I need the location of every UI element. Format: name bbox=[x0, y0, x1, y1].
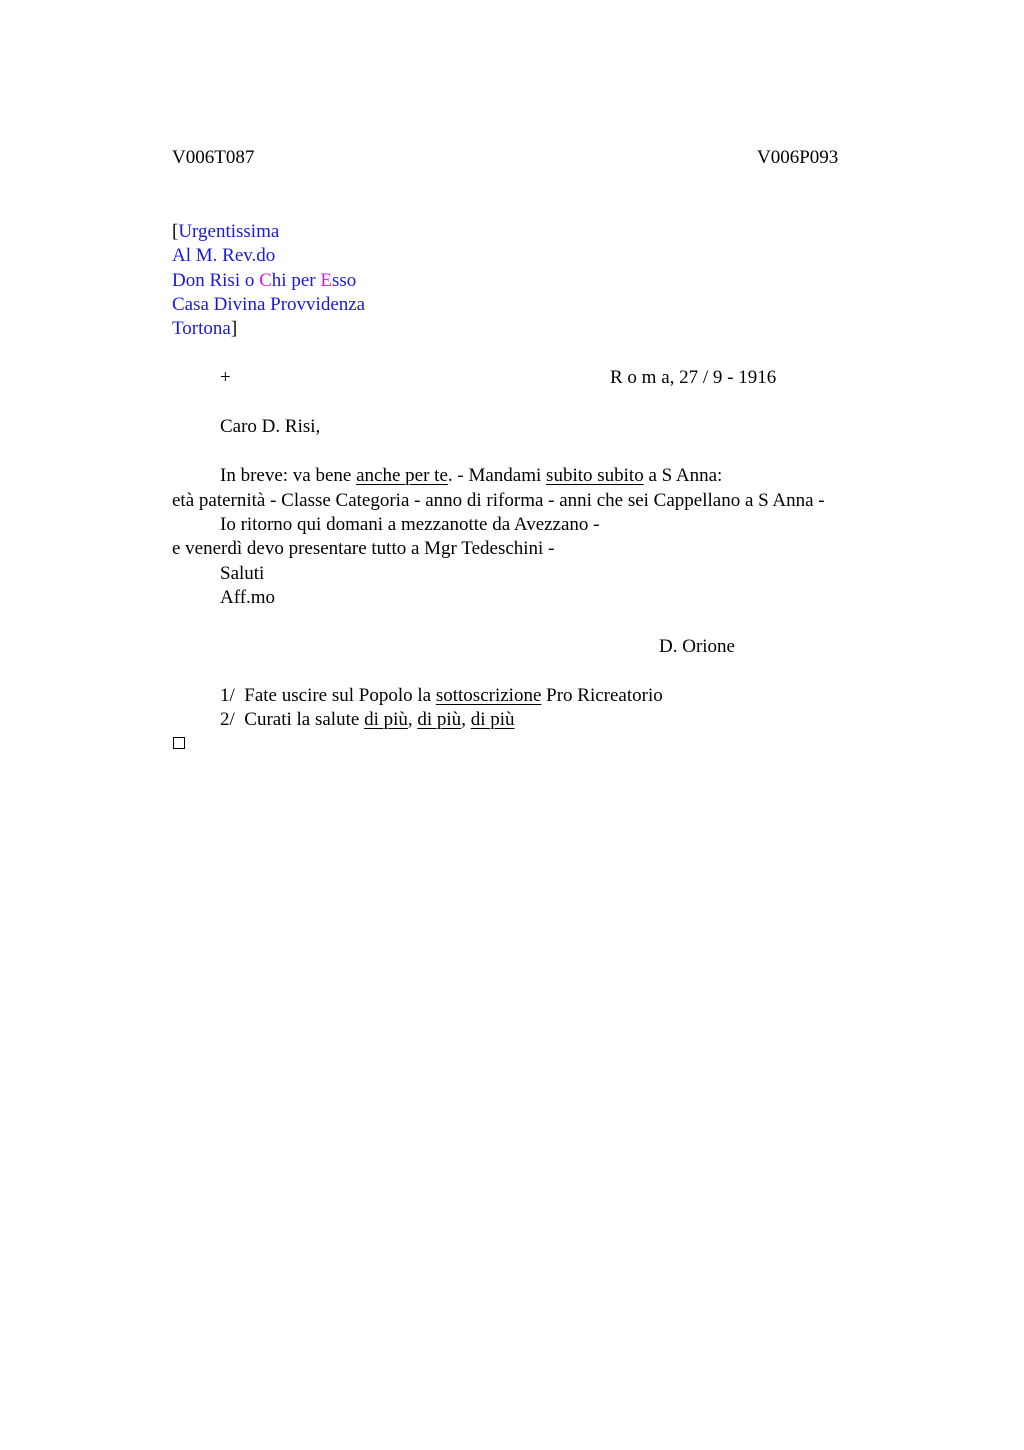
closing-affmo: Aff.mo bbox=[220, 587, 276, 608]
body-line-1-part-b: . - Mandami bbox=[447, 465, 547, 486]
separator-1: , bbox=[407, 709, 418, 730]
postscript-item-1-part-b: Pro Ricreatorio bbox=[541, 685, 663, 706]
address-line-3 bbox=[172, 269, 356, 293]
document-code-right: V006P093 bbox=[757, 147, 839, 168]
address-line-1 bbox=[172, 220, 279, 244]
address-line-4: Casa Divina Provvidenza bbox=[172, 294, 366, 315]
address-line-5 bbox=[172, 317, 237, 341]
body-line-1 bbox=[220, 464, 722, 488]
closing-saluti: Saluti bbox=[220, 563, 265, 584]
postscript-item-1-part-a: Fate uscire sul Popolo la bbox=[244, 685, 436, 706]
underlined-sottoscrizione: sottoscrizione bbox=[435, 685, 542, 706]
postscript-item-1 bbox=[220, 684, 663, 708]
empty-square-icon bbox=[173, 737, 185, 749]
postscript-item-1-number: 1/ bbox=[220, 685, 235, 706]
separator-2: , bbox=[461, 709, 471, 730]
underlined-di-piu-1: di più bbox=[364, 709, 408, 730]
underlined-di-piu-2: di più bbox=[417, 709, 462, 730]
address-line-2: Al M. Rev.do bbox=[172, 245, 276, 266]
address-line-3-part-a: Don Risi o bbox=[172, 270, 260, 291]
address-city: Tortona bbox=[172, 318, 231, 339]
postscript-item-2 bbox=[220, 708, 515, 732]
underlined-anche-per-te: anche per te bbox=[356, 465, 448, 486]
bracket-open: [ bbox=[172, 221, 179, 242]
body-line-2: età paternità - Classe Categoria - anno di riforma - anni che sei Cappellano a S Anna - bbox=[172, 490, 825, 511]
address-line-3-part-c: hi per bbox=[271, 270, 321, 291]
body-line-4: e venerdì devo presentare tutto a Mgr Tedeschini - bbox=[172, 538, 555, 559]
postscript-item-2-number: 2/ bbox=[220, 709, 235, 730]
underlined-di-piu-3: di più bbox=[470, 709, 515, 730]
address-line-3-part-d: E bbox=[320, 270, 332, 291]
body-line-1-part-c: a S Anna: bbox=[643, 465, 723, 486]
body-line-3: Io ritorno qui domani a mezzanotte da Avezzano - bbox=[220, 514, 600, 535]
salutation: Caro D. Risi, bbox=[220, 416, 321, 437]
underlined-subito-subito: subito subito bbox=[546, 465, 644, 486]
bracket-close: ] bbox=[230, 318, 238, 339]
signature: D. Orione bbox=[659, 636, 735, 657]
address-line-3-part-b: C bbox=[259, 270, 272, 291]
document-code-left: V006T087 bbox=[172, 147, 255, 168]
address-line-3-part-e: sso bbox=[331, 270, 357, 291]
cross-mark: + bbox=[220, 367, 231, 388]
address-urgent: Urgentissima bbox=[178, 221, 280, 242]
postscript-item-2-part-a: Curati la salute bbox=[244, 709, 365, 730]
body-line-1-part-a: In breve: va bene bbox=[220, 465, 357, 486]
place-and-date: R o m a, 27 / 9 - 1916 bbox=[610, 367, 777, 388]
